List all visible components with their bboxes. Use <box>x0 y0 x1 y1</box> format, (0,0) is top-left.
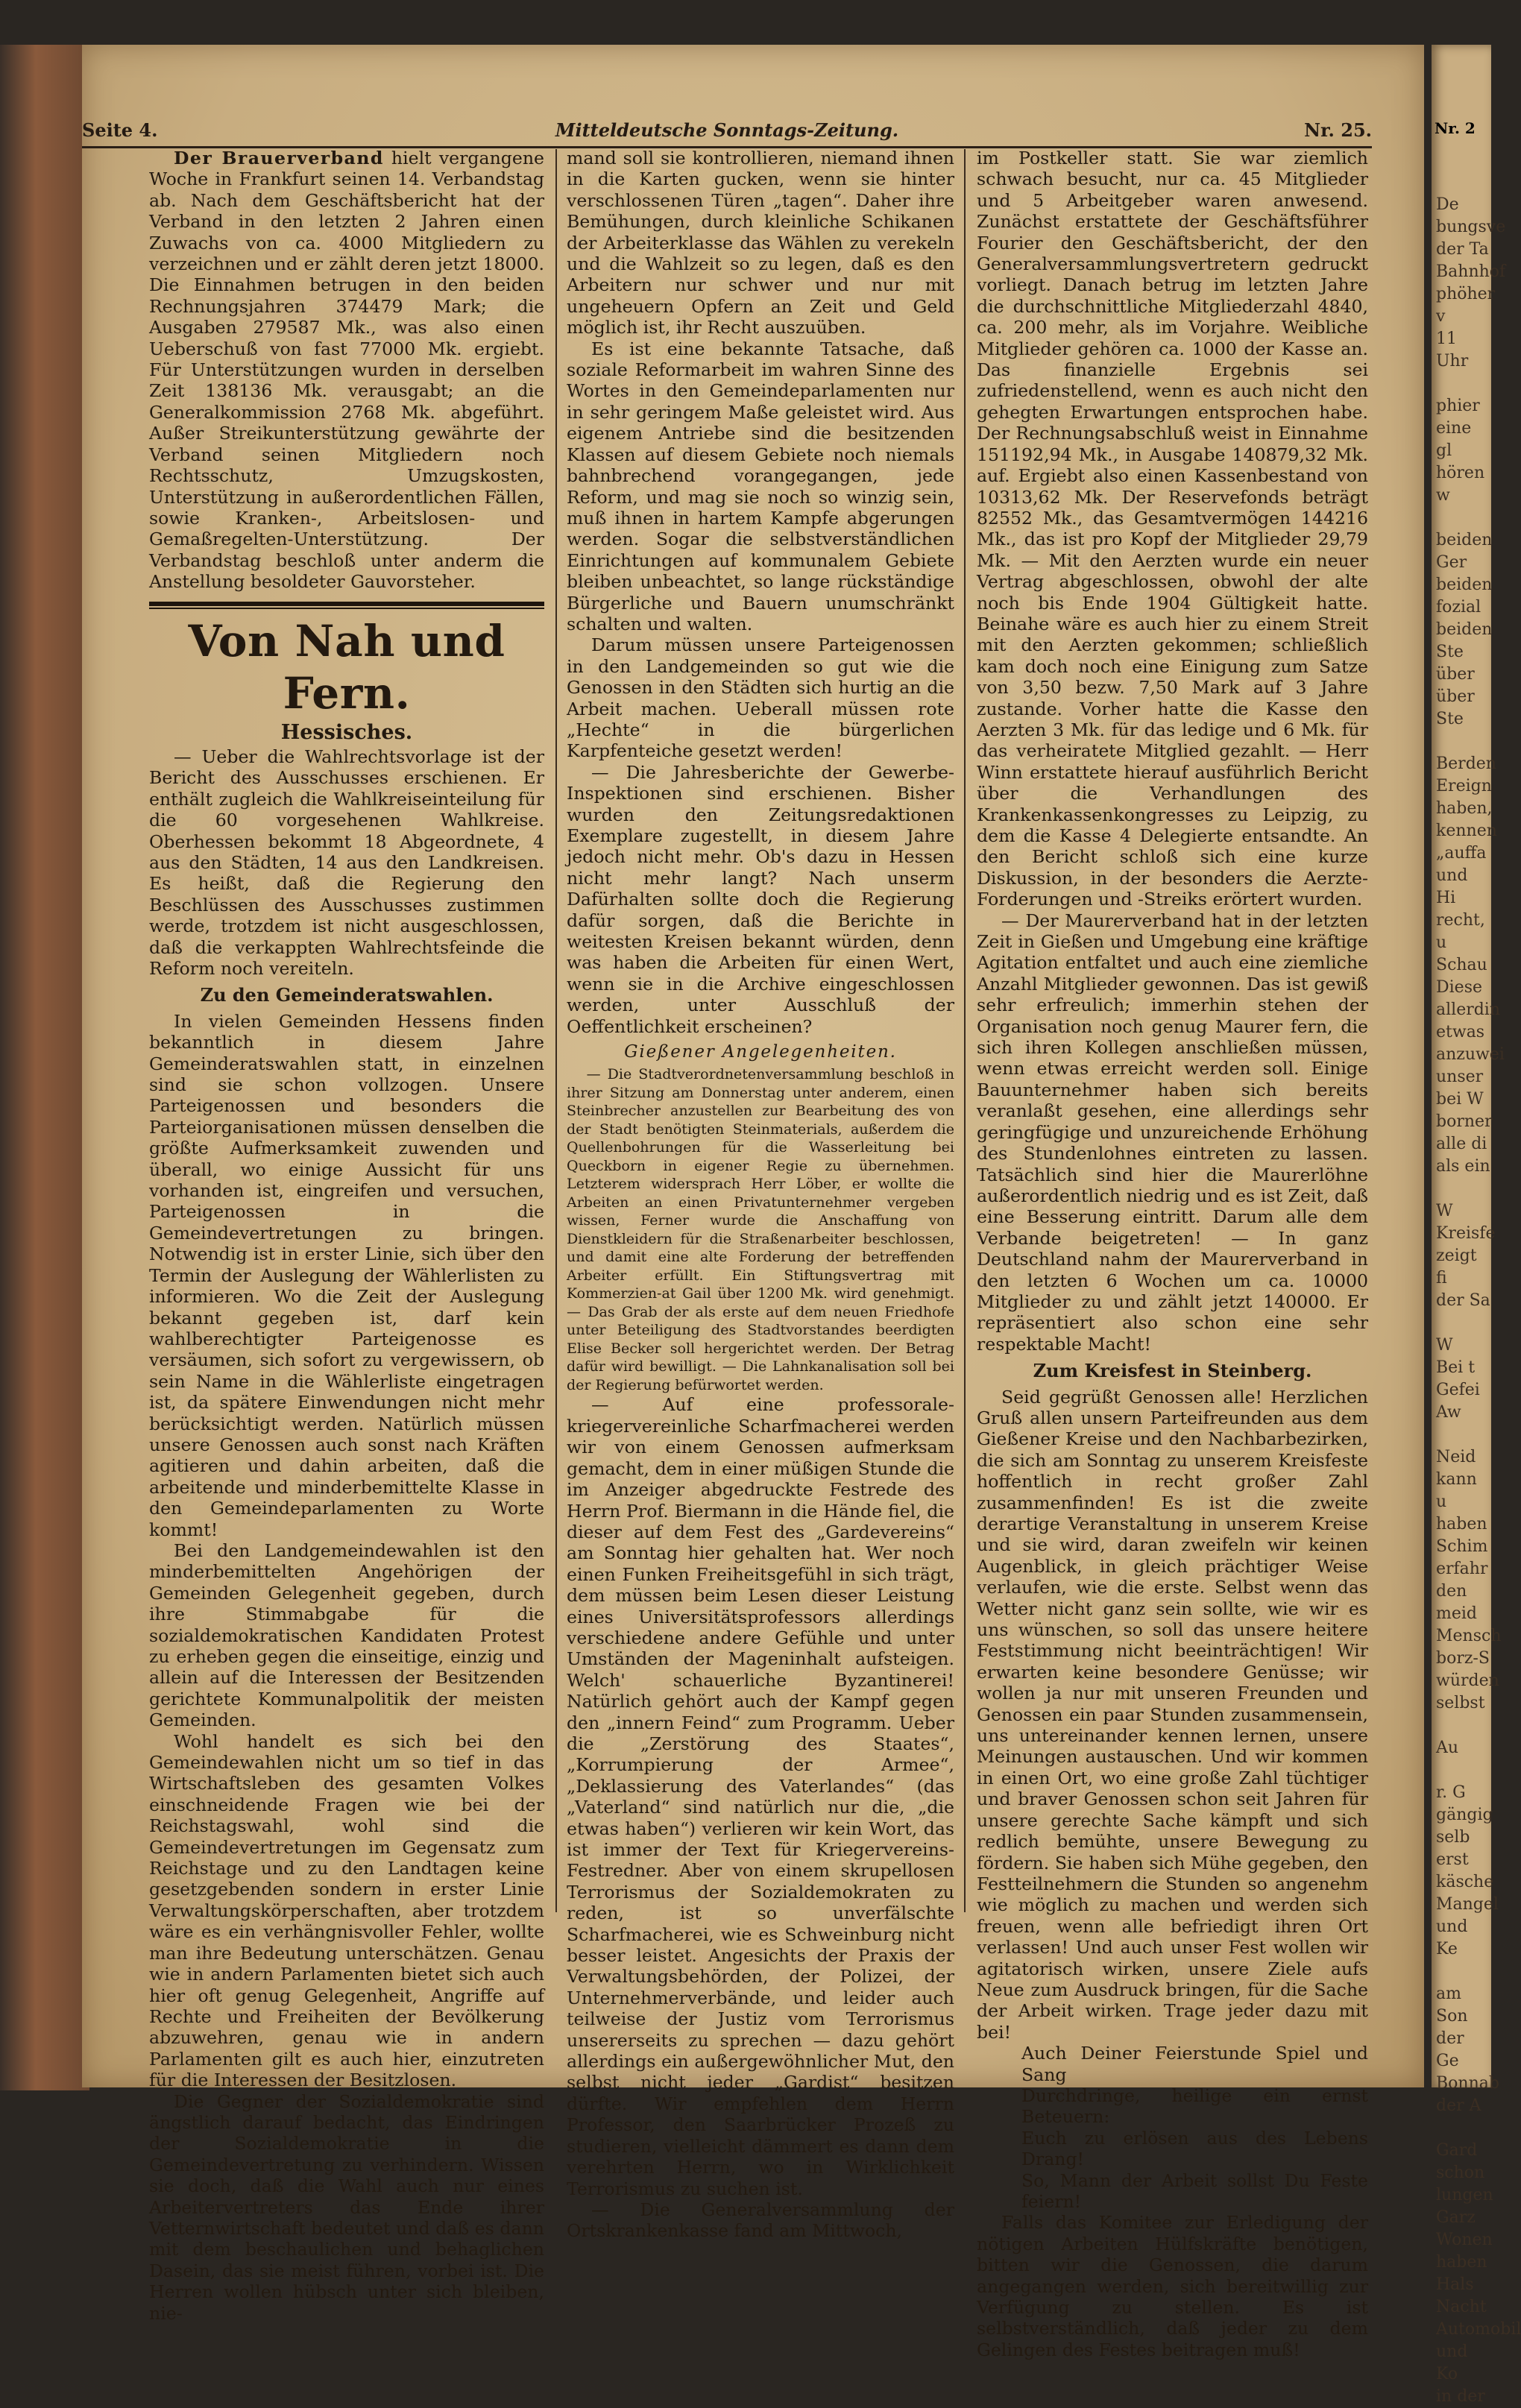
article-ortskrankenkasse: — Die Generalversammlung der Ortskrankenkasse fand am Mittwoch, <box>567 2199 954 2242</box>
paragraph: Wohl handelt es sich bei den Gemeindewahlen nicht um so tief in das Wirtschaftsleben des gesamten Volkes einschneidende Fragen wie bei der Reichstagswahl, wohl sind die Gemeindevertretungen im Gegensatz zum Reichstage und zu den Landtagen keine gesetzgebenden sondern in erster Linie Verwaltungskörperschaften, aber trotzdem wäre es ein verhängnisvoller Fehler, wollte man ihre Bedeutung unterschätzen. Genau wie in andern Parlamenten bietet sich auch hier oft genug Gelegenheit, Angriffe auf Rechte und Freiheiten der Bevölkerung abzuwehren, genau wie in andern Parlamenten gilt es auch hier, einzutreten für die Interessen der Besitzlosen. <box>149 1730 544 2091</box>
column-3 <box>977 148 1368 2360</box>
subheading: Zu den Gemeinderatswahlen. <box>200 984 494 1006</box>
book-binding-edge <box>0 45 89 2090</box>
article-stadtverordnete: — Die Stadtverordnetenversammlung beschloß in ihrer Sitzung am Donnerstag unter anderem, einen Steinbrecher anzustellen zur Bearbeitung des von der Stadt benötigten Steinmaterials, außerdem die Quellenbohrungen für die Wasserleitung bei Queckborn in eigener Regie zu übernehmen. Letzterem widersprach Herr Löber, er wollte die Arbeiten an einen Privatunternehmer vergeben wissen, Ferner wurde die Anschaffung von Dienstkleidern für die Straßenarbeiter beschlossen, und damit eine alte Forderung der betreffenden Arbeiter erfüllt. Ein Stiftungsvertrag mit Kommerzien-at Gail über 1200 Mk. wird genehmigt. — Das Grab der als erste auf dem neuen Friedhofe unter Beteiligung des Stadtvorstandes beerdigten Elise Becker soll hergerichtet werden. Der Betrag dafür wird bewilligt. — Die Lahnkanalisation soll bei der Regierung befürwortet werden. <box>567 1066 954 1393</box>
paragraph: In vielen Gemeinden Hessens finden bekanntlich in diesem Jahre Gemeinderatswahlen statt, in einzelnen sind sie schon vollzogen. Unsere Parteigenossen und besonders die Parteiorganisationen müssen denselben die größte Aufmerksamkeit zuwenden und überall, wo einige Aussicht für uns vorhanden ist, eingreifen und versuchen, Parteigenossen in die Gemeindevertretungen zu bringen. Notwendig ist in erster Linie, sich über den Termin der Auslegung der Wählerlisten zu informieren. Wo die Zeit der Auslegung bekannt gegeben ist, darf kein wahlberechtigter Parteigenosse es versäumen, sich sofort zu vergewissern, ob sein Name in die Wählerliste eingetragen ist, da spätere Einwendungen nicht mehr berücksichtigt werden. Natürlich müssen unsere Genossen auch sonst nach Kräften agitieren und dahin arbeiten, daß die arbeitende und minderbemittelte Klasse in den Gemeindeparlamenten zu Worte kommt! <box>149 1010 544 1540</box>
section-subtitle: Hessisches. <box>280 720 413 744</box>
newspaper-title: Mitteldeutsche Sonntags-Zeitung. <box>555 119 899 141</box>
page-number: Seite 4. <box>82 119 158 141</box>
paragraph: Falls das Komitee zur Erledigung der nötigen Arbeiten Hülfskräfte benötigen, bitten wir die Genossen, die darum angegangen werden, sich bereitwillig zur Verfügung zu stellen. Es ist selbstverständlich, daß jeder zu dem Gelingen des Festes beitragen muß! <box>977 2212 1368 2360</box>
column-divider <box>964 149 966 1912</box>
article-scharfmacherei: — Auf eine professorale-kriegervereinliche Scharfmacherei werden wir von einem Genossen aufmerksam gemacht, dem in einer müßigen Stunde die im Anzeiger abgedruckte Festrede des Herrn Prof. Biermann in die Hände fiel, die dieser auf dem Fest des „Gardevereins“ am Sonntag hier gehalten hat. Wer noch einen Funken Freiheitsgefühl in sich trägt, dem müssen beim Lesen dieser Leistung eines Universitätsprofessors allerdings verschiedene andere Gefühle und unter Umständen der Mageninhalt aufsteigen. Welch' schauerliche Byzantinerei! Natürlich gehört auch der Kampf gegen den „innern Feind“ zum Programm. Ueber die „Zerstörung des Staates“, „Korrumpierung der Armee“, „Deklassierung des Vaterlandes“ (das „Vaterland“ sind natürlich nur die, „die etwas haben“) verlieren wir kein Wort, das ist immer der Text für Kriegervereins-Festredner. Aber von einem skrupellosen Terrorismus der Sozialdemokraten zu reden, ist so unverfälschte Scharfmacherei, wie es Schweinburg nicht besser leistet. Angesichts der Praxis der Verwaltungsbehörden, der Polizei, der Unternehmerverbände, und leider auch teilweise der Justiz vom Terrorismus unsererseits zu sprechen — dazu gehört allerdings ein außergewöhnlicher Mut, den selbst nicht jeder „Gardist“ besitzen dürfte. Wir empfehlen dem Herrn Professor, den Saarbrücker Prozeß zu studieren, vielleicht dämmert es dann dem verehrten Herrn, wo in Wirklichkeit Terrorismus zu suchen ist. <box>567 1394 954 2199</box>
column-2 <box>567 148 954 2242</box>
adjacent-page-edge <box>1432 45 1521 2406</box>
issue-number: Nr. 25. <box>1304 119 1372 141</box>
poem-line: Auch Deiner Feierstunde Spiel und Sang <box>1021 2043 1368 2085</box>
poem-line: So, Mann der Arbeit sollst Du Feste feiern! <box>1021 2169 1368 2212</box>
column-1 <box>149 148 545 2324</box>
article-maurerverband: — Der Maurerverband hat in der letzten Zeit in Gießen und Umgebung eine kräftige Agitation entfaltet und auch eine ziemliche Anzahl Mitglieder gewonnen. Das ist gewiß sehr erfreulich; immerhin stehen der Organisation noch genug Maurer fern, die sich ihren Kollegen anschließen müssen, wenn etwas erreicht werden soll. Einige Bauunternehmer haben sich bereits veranlaßt gesehen, eine allerdings sehr geringfügige und unzureichende Erhöhung des Stundenlohnes eintreten zu lassen. Tatsächlich sind hier die Maurerlöhne außerordentlich niedrig und es ist Zeit, daß eine Besserung eintritt. Darum alle dem Verbande beigetreten! — In ganz Deutschland nahm der Maurerverband in den letzten 6 Wochen um ca. 10000 Mitglieder zu und zählt jetzt 140000. Er repräsentiert also schon eine sehr respektable Macht! <box>977 910 1368 1355</box>
paragraph: Seid gegrüßt Genossen alle! Herzlichen Gruß allen unsern Parteifreunden aus dem Gießener Kreise und den Nachbarbezirken, die sich am Sonntag zu unserem Kreisfeste hoffentlich in recht großer Zahl zusammenfinden! Es ist die zweite derartige Veranstaltung in unserem Kreise und sie wird, daran zweifeln wir keinen Augenblick, in gleich prächtiger Weise verlaufen, wie die erste. Selbst wenn das Wetter nicht ganz sein sollte, wie wir es uns wünschen, so soll das unsere heitere Feststimmung nicht beeinträchtigen! Wir erwarten keine besondere Genüsse; wir wollen ja nur mit unseren Freunden und Genossen ein paar Stunden zusammensein, uns untereinander kennen lernen, unsere Meinungen austauschen. Und wir kommen in einen Ort, wo eine große Zahl tüchtiger und braver Genossen schon seit Jahren für unsere gerechte Sache kämpft und sich redlich bemühte, unsere Bewegung zu fördern. Sie haben sich Mühe gegeben, den Festteilnehmern die Stunden so angenehm wie möglich zu machen und werden sich freuen, wenn alle befriedigt ihren Ort verlassen! Und auch unser Fest wollen wir agitatorisch wirken, unsere Ziele aufs Neue zum Ausdruck bringen, für die Sache der Arbeit wirken. Trage jeder dazu mit bei! <box>977 1386 1368 2043</box>
paragraph: Bei den Landgemeindewahlen ist den minderbemittelten Angehörigen der Gemeinden Gelegenheit gegeben, durch ihre Stimmabgabe für die sozialdemokratischen Kandidaten Protest zu erheben gegen die einseitige, einzig und allein auf die Interessen der Besitzenden gerichtete Kommunalpolitik der meisten Gemeinden. <box>149 1539 544 1731</box>
subheading: Zum Kreisfest in Steinberg. <box>1033 1360 1312 1382</box>
paragraph: mand soll sie kontrollieren, niemand ihnen in die Karten gucken, wenn sie hinter verschlossenen Türen „tagen“. Daher ihre Bemühungen, durch kleinliche Schikanen der Arbeiterklasse das Wählen zu verekeln und die Wahlzeit so zu legen, daß es den Arbeitern nur schwer und nur mit ungeheuern Opfern an Zeit und Geld möglich ist, ihr Recht auszuüben. <box>567 148 954 338</box>
column-divider <box>555 149 557 1912</box>
article-lead: Der Brauerverband <box>174 148 384 168</box>
article-wahlrecht: — Ueber die Wahlrechtsvorlage ist der Bericht des Ausschusses erschienen. Er enthält zugleich die Wahlkreiseinteilung für die 60 vorgesehenen Wahlkreise. Oberhessen bekommt 18 Abgeordnete, 4 aus den Städten, 14 aus den Landkreisen. Es heißt, daß die Regierung den Beschlüssen des Ausschusses zustimmen werde, trotzdem ist nicht ausgeschlossen, daß die verkappten Wahlrechtsfeinde die Reform noch vereiteln. <box>149 746 544 979</box>
subheading: Gießener Angelegenheiten. <box>624 1042 897 1062</box>
section-rule <box>149 602 544 606</box>
article-brauerverband: Der Brauerverband hielt vergangene Woche in Frankfurt seinen 14. Verbandstag ab. Nach dem Geschäftsbericht hat der Verband in den letzten 2 Jahren einen Zuwachs von ca. 4000 Mitgliedern zu verzeichnen und er zählt deren jetzt 18000. Die Einnahmen betrugen in den beiden Rechnungsjahren 374479 Mark; die Ausgaben 279587 Mk., was also einen Ueberschuß von fast 77000 Mk. ergiebt. Für Unterstützungen wurden in derselben Zeit 138136 Mk. verausgabt; an die Generalkommission 2768 Mk. abgeführt. Außer Streikunterstützung gewährte der Verband seinen Mitgliedern noch Rechtsschutz, Umzugskosten, Unterstützung in außerordentlichen Fällen, sowie Kranken-, Arbeitslosen- und Gemaßregelten-Unterstützung. Der Verbandstag beschloß unter anderm die Anstellung besoldeter Gauvorsteher. <box>149 148 545 593</box>
adjacent-page-text: De bungsve der Ta Bahnhof phöher v 11 Uhr phier eine gl hören w beiden Ger beiden fozial beiden Ste über über Ste Berden Ereign haben, kennen „auffa und Hi recht, u Schau Diese allerdin etwas anzuwei unser bei W borner alle di als ein W Kreisfe zeigt fi der Sa W Bei t Gefei Aw Neid kann u haben Schim erfahr den meid Mensch borz-S würden selbst Au r. G gängig selb erst käsche Mangel und Ke am Son der Ge Bonnab der A Gard schon lungen Garz Wonen haben Hals Nacht Automobil und Ko in der <box>1436 195 1521 2406</box>
section-title: Von Nah und Fern. <box>188 615 506 719</box>
paragraph: Die Gegner der Sozialdemokratie sind ängstlich darauf bedacht, das Eindringen der Sozialdemokratie in die Gemeindevertretung zu verhindern. Wissen sie doch, daß die Wahl auch nur eines Arbeitervertreters das Ende ihrer Vetternwirtschaft bedeutet und daß es dann mit dem beschaulichen und behaglichen Dasein, das sie meist führen, vorbei ist. Die Herren wollen hübsch unter sich bleiben, nie- <box>149 2090 544 2324</box>
paragraph: im Postkeller statt. Sie war ziemlich schwach besucht, nur ca. 45 Mitglieder und 5 Arbeitgeber waren anwesend. Zunächst erstattete der Geschäftsführer Fourier den Geschäftsbericht, der den Generalversammlungsvertretern gedruckt vorliegt. Danach betrug im letzten Jahre die durchschnittliche Mitgliederzahl 4840, ca. 200 mehr, als im Vorjahre. Weibliche Mitglieder gehören ca. 1000 der Kasse an. Das finanzielle Ergebnis sei zufriedenstellend, wenn es auch nicht den gehegten Erwartungen entsprochen habe. Der Rechnungsabschluß weist in Einnahme 151192,94 Mk., in Ausgabe 140879,32 Mk. auf. Ergiebt also einen Kassenbestand von 10313,62 Mk. Der Reservefonds beträgt 82552 Mk., das Gesamtvermögen 144216 Mk., das ist pro Kopf der Mitglieder 29,79 Mk. — Mit den Aerzten wurde ein neuer Vertrag abgeschlossen, obwohl der alte noch bis Ende 1904 Gültigkeit hatte. Beinahe wäre es auch hier zu einem Streit mit den Aerzten gekommen; schließlich kam doch noch eine Einigung zum Satze von 3,50 bezw. 7,50 Mark auf 3 Jahre zustande. Vorher hatte die Kasse den Aerzten 3 Mk. für das ledige und 6 Mk. für das verheiratete Mitglied gezahlt. — Herr Winn erstattete hierauf ausführlich Bericht über die Verhandlungen des Krankenkassenkongresses zu Leipzig, zu dem die Kasse 4 Delegierte entsandte. An den Bericht schloß sich eine kurze Diskussion, in der besonders die Aerzte-Forderungen und -Streiks erörtert wurden. <box>977 148 1368 910</box>
article-jahresberichte: — Die Jahresberichte der Gewerbe-Inspektionen sind erschienen. Bisher wurden den Zeitungsredaktionen Exemplare zugestellt, in diesem Jahre jedoch nicht mehr. Ob's dazu in Hessen nicht mehr langt? Nach unserm Dafürhalten sollte doch die Regierung dafür sorgen, daß die Berichte in weitesten Kreisen bekannt würden, denn was haben die Arbeiten für einen Wert, wenn sie in die Archive eingeschlossen werden, unter Ausschluß der Oeffentlichkeit erscheinen? <box>567 761 954 1037</box>
page-header <box>82 119 1372 149</box>
section-rule <box>149 608 544 609</box>
adjacent-page-header: Nr. 2 <box>1435 119 1476 137</box>
poem-line: Euch zu erlösen aus des Lebens Drang! <box>1021 2127 1368 2170</box>
paragraph: Es ist eine bekannte Tatsache, daß soziale Reformarbeit im wahren Sinne des Wortes in den Gemeindeparlamenten nur in sehr geringem Maße geleistet wird. Aus eigenem Antriebe sind die besitzenden Klassen auf diesem Gebiete noch niemals bahnbrechend vorangegangen, jede Reform, und mag sie noch so winzig sein, muß ihnen in hartem Kampfe abgerungen werden. Sogar die selbstverständlichen Einrichtungen auf kommunalem Gebiete bleiben unbeachtet, so lange rückständige Bürgerliche und Bauern unumschränkt schalten und walten. <box>567 338 954 634</box>
poem-line: Durchdringe, heilige ein ernst Beteuern: <box>1021 2084 1368 2128</box>
paragraph: Darum müssen unsere Parteigenossen in den Landgemeinden so gut wie die Genossen in den Städten sich hurtig an die Arbeit machen. Ueberall müssen rote „Hechte“ in die bürgerlichen Karpfenteiche gesetzt werden! <box>567 634 954 762</box>
